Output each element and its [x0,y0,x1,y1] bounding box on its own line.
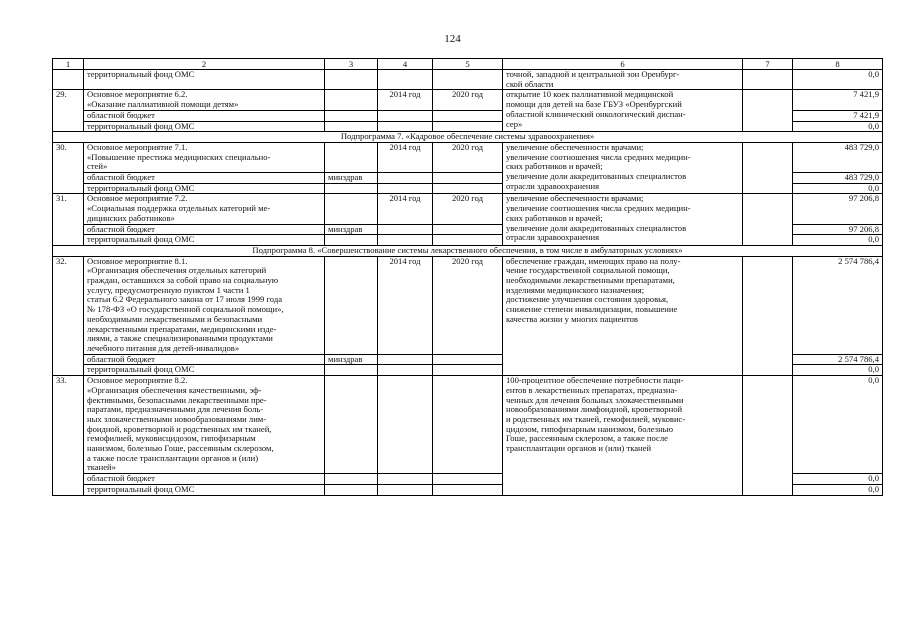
row-start [378,474,433,485]
row-end [433,110,503,121]
row-result: 100-процентное обеспечение потребности паци- ентов в лекарственных препаратах, предназна- ченных для лечения больных злокачественными новообразованиями лимфоидной, кроветворной и родственных им тканей, гемофилией, муковис- цидозом, гипофизарным нанизмом, болезнью Гоше, рассеянным склерозом, а также после трансплантации органов и (или) тканей [503,376,743,495]
row-executor [325,256,378,354]
row-amount: 2 574 786,4 [793,354,883,365]
row-indicator [743,70,793,90]
table-row [53,70,883,90]
row-end [433,224,503,235]
row-start [378,121,433,132]
header-row [53,59,883,70]
row-end [433,376,503,474]
table-row [53,256,883,354]
row-start: 2014 год [378,256,433,354]
header-cell: 3 [325,59,378,70]
row-amount: 0,0 [793,365,883,376]
row-start [378,224,433,235]
row-number: 29. [53,90,84,132]
row-end [433,70,503,90]
row-indicator [743,142,793,194]
row-start [378,183,433,194]
row-start [378,376,433,474]
header-cell: 1 [53,59,84,70]
table-row [53,142,883,172]
row-amount: 0,0 [793,121,883,132]
subprogram-title: Подпрограмма 8. «Совершенствование системы лекарственного обеспечения, в том числе в амбулаторных условиях» [53,245,883,256]
row-result: открытие 10 коек паллиативной медицинской помощи для детей на базе ГБУЗ «Оренбургский областной клинический онкологический диспан- сер» [503,90,743,132]
row-result: обеспечение граждан, имеющих право на полу- чение государственной социальной помощи, необходимыми лекарственными препаратами, изделиями медицинского назначения; достижение улучшения состояния здоровья, снижение степени инвалидизации, повышение качества жизни у многих пациентов [503,256,743,375]
row-name: территориальный фонд ОМС [84,235,325,246]
table-row [53,376,883,474]
row-name: областной бюджет [84,173,325,184]
row-number: 33. [53,376,84,495]
row-name: территориальный фонд ОМС [84,70,325,90]
row-executor: минздрав [325,224,378,235]
row-start [378,173,433,184]
header-cell: 8 [793,59,883,70]
row-start [378,235,433,246]
program-table [52,58,883,496]
row-name: Основное мероприятие 7.2. «Социальная поддержка отдельных категорий ме- дицинских работников» [84,194,325,224]
row-amount: 7 421,9 [793,110,883,121]
row-executor [325,110,378,121]
row-number: 31. [53,194,84,246]
row-name: областной бюджет [84,354,325,365]
row-executor: минздрав [325,354,378,365]
row-amount: 0,0 [793,484,883,495]
row-end [433,173,503,184]
row-amount: 2 574 786,4 [793,256,883,354]
row-name: территориальный фонд ОМС [84,484,325,495]
row-name: Основное мероприятие 8.2. «Организация обеспечения качественными, эф- фективными, безопасными лекарственными пре- паратами, предназначенными для лечения боль- ных злокачественными новообразованиями лим- фоидной, кроветворной и родственных им тканей, гемофилией, муковисцидозом, гипофизарным нанизмом, болезнью Гоше, рассеянным склерозом, а также после трансплантации органов и (или) тканей» [84,376,325,474]
page-number: 124 [444,33,461,45]
row-amount: 0,0 [793,235,883,246]
subprogram-row [53,132,883,143]
table-row [53,90,883,110]
row-executor: минздрав [325,173,378,184]
row-start [378,484,433,495]
row-name: территориальный фонд ОМС [84,183,325,194]
row-indicator [743,194,793,246]
row-start [378,70,433,90]
row-executor [325,183,378,194]
header-cell: 6 [503,59,743,70]
row-indicator [743,376,793,495]
row-start [378,110,433,121]
row-name: областной бюджет [84,224,325,235]
row-name: областной бюджет [84,110,325,121]
subprogram-title: Подпрограмма 7. «Кадровое обеспечение системы здравоохранения» [53,132,883,143]
row-executor [325,142,378,172]
row-start [378,354,433,365]
row-indicator [743,90,793,132]
row-name: Основное мероприятие 6.2. «Оказание паллиативной помощи детям» [84,90,325,110]
row-name: Основное мероприятие 8.1. «Организация обеспечения отдельных категорий граждан, оставшихся за собой право на социальную услугу, предусмотренную пунктом 1 части 1 статьи 6.2 Федерального закона от 17 июля 1999 года № 178-ФЗ «О государственной социальной помощи», необходимыми лекарственными и безопасными лекарственными препаратами, медицинскими изде- лиями, а также специализированными продуктами лечебного питания для детей-инвалидов» [84,256,325,354]
row-executor [325,235,378,246]
row-end [433,474,503,485]
row-end: 2020 год [433,194,503,224]
header-cell: 2 [84,59,325,70]
row-start: 2014 год [378,90,433,110]
row-number: 32. [53,256,84,375]
row-number: 30. [53,142,84,194]
row-amount: 0,0 [793,70,883,90]
header-cell: 5 [433,59,503,70]
row-executor [325,376,378,474]
row-amount: 97 206,8 [793,224,883,235]
row-number [53,70,84,90]
row-amount: 483 729,0 [793,142,883,172]
row-name: территориальный фонд ОМС [84,365,325,376]
table-row [53,194,883,224]
row-start: 2014 год [378,194,433,224]
row-executor [325,365,378,376]
row-end [433,365,503,376]
row-executor [325,474,378,485]
row-end: 2020 год [433,142,503,172]
row-result: увеличение обеспеченности врачами; увеличение соотношения числа средних медицин- ских работников и врачей; увеличение доли аккредитованных специалистов отрасли здравоохранения [503,142,743,194]
row-executor [325,121,378,132]
row-end [433,484,503,495]
row-result: точной, западной и центральной зон Оренбург- ской области [503,70,743,90]
row-amount: 97 206,8 [793,194,883,224]
row-executor [325,90,378,110]
row-end [433,235,503,246]
row-name: территориальный фонд ОМС [84,121,325,132]
header-cell: 7 [743,59,793,70]
row-amount: 0,0 [793,183,883,194]
row-amount: 7 421,9 [793,90,883,110]
row-start [378,365,433,376]
row-end [433,183,503,194]
row-name: Основное мероприятие 7.1. «Повышение престижа медицинских специально- стей» [84,142,325,172]
row-end [433,121,503,132]
row-name: областной бюджет [84,474,325,485]
row-executor [325,70,378,90]
row-indicator [743,256,793,375]
row-end [433,354,503,365]
row-amount: 483 729,0 [793,173,883,184]
row-amount: 0,0 [793,376,883,474]
row-amount: 0,0 [793,474,883,485]
row-executor [325,194,378,224]
subprogram-row [53,245,883,256]
row-executor [325,484,378,495]
row-end: 2020 год [433,90,503,110]
row-start: 2014 год [378,142,433,172]
row-result: увеличение обеспеченности врачами; увеличение соотношения числа средних медицин- ских работников и врачей; увеличение доли аккредитованных специалистов отрасли здравоохранения [503,194,743,246]
row-end: 2020 год [433,256,503,354]
header-cell: 4 [378,59,433,70]
